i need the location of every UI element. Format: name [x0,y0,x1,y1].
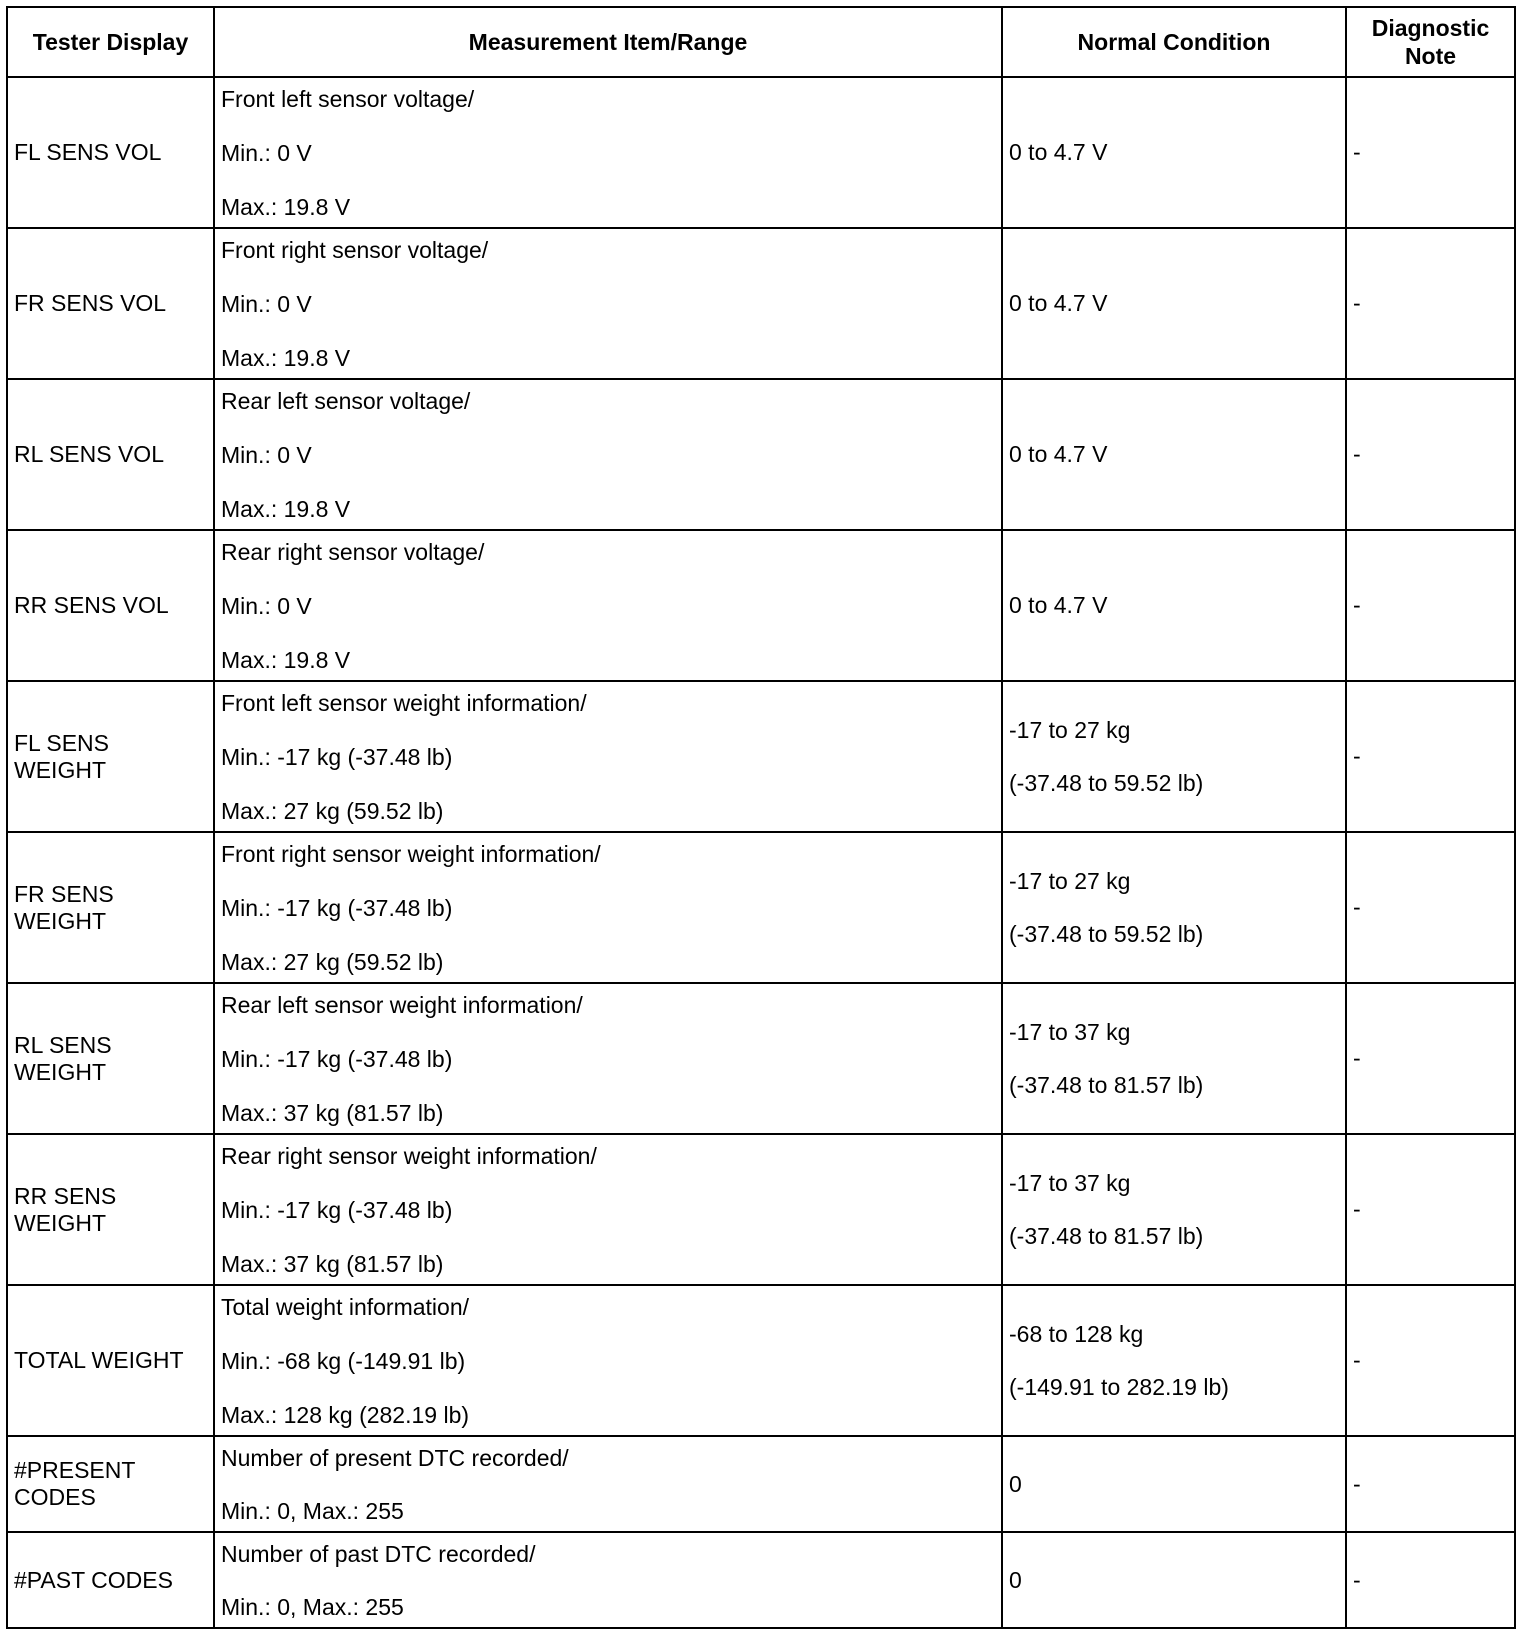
tester-display-cell: FR SENS VOL [7,228,214,379]
table-row [7,530,1515,681]
diagnostic-note-cell: - [1346,1134,1515,1285]
tester-display-cell: RL SENS VOL [7,379,214,530]
diagnostic-note-cell: - [1346,1532,1515,1628]
header-measurement-item: Measurement Item/Range [214,7,1002,77]
header-diagnostic-note: Diagnostic Note [1346,7,1515,77]
table-row [7,228,1515,379]
item-line: Min.: -17 kg (-37.48 lb) [221,895,453,921]
measurement-item-cell [214,983,1002,1134]
item-line: Max.: 19.8 V [221,496,351,522]
normal-condition-cell: 0 [1002,1436,1346,1532]
tester-display-cell: #PAST CODES [7,1532,214,1628]
diagnostic-note-cell: - [1346,1436,1515,1532]
item-line: Min.: 0 V [221,593,312,619]
item-line: Max.: 19.8 V [221,194,351,220]
item-line: Max.: 37 kg (81.57 lb) [221,1100,444,1126]
condition-line: -17 to 37 kg [1009,1169,1131,1196]
table-row [7,681,1515,832]
diagnostic-note-cell: - [1346,77,1515,228]
item-line: Min.: -68 kg (-149.91 lb) [221,1348,466,1374]
diagnostic-note-cell: - [1346,983,1515,1134]
item-line: Front left sensor weight information/ [221,690,587,716]
normal-condition-cell: 0 to 4.7 V [1002,228,1346,379]
item-line: Number of past DTC recorded/ [221,1541,536,1567]
item-line: Max.: 37 kg (81.57 lb) [221,1251,444,1277]
measurement-item-cell [214,681,1002,832]
measurement-item-cell [214,530,1002,681]
table-row [7,1285,1515,1436]
item-line: Front right sensor voltage/ [221,237,489,263]
header-tester-display: Tester Display [7,7,214,77]
item-line: Front right sensor weight information/ [221,841,601,867]
condition-line: -17 to 37 kg [1009,1018,1131,1045]
measurement-item-cell [214,1285,1002,1436]
diagnostic-note-cell: - [1346,1285,1515,1436]
table-row [7,1532,1515,1628]
measurement-item-cell [214,379,1002,530]
condition-line: -68 to 128 kg [1009,1320,1144,1347]
condition-line: (-37.48 to 59.52 lb) [1009,920,1204,947]
item-line: Min.: 0, Max.: 255 [221,1594,404,1620]
tester-display-cell: #PRESENT CODES [7,1436,214,1532]
measurement-item-cell [214,1134,1002,1285]
normal-condition-cell [1002,983,1346,1134]
tester-display-cell: RR SENS VOL [7,530,214,681]
measurement-item-cell [214,1436,1002,1532]
measurement-item-cell [214,1532,1002,1628]
diagnostic-note-cell: - [1346,530,1515,681]
header-normal-condition: Normal Condition [1002,7,1346,77]
normal-condition-cell [1002,1134,1346,1285]
diagnostic-note-cell: - [1346,228,1515,379]
measurement-item-cell [214,228,1002,379]
tester-display-cell: FL SENS VOL [7,77,214,228]
item-line: Number of present DTC recorded/ [221,1445,569,1471]
item-line: Rear right sensor voltage/ [221,539,485,565]
table-row [7,77,1515,228]
condition-line: (-37.48 to 81.57 lb) [1009,1071,1204,1098]
condition-line: -17 to 27 kg [1009,716,1131,743]
tester-display-cell: FR SENS WEIGHT [7,832,214,983]
item-line: Rear left sensor weight information/ [221,992,583,1018]
tester-display-table [6,6,1516,1629]
item-line: Min.: 0, Max.: 255 [221,1498,404,1524]
item-line: Front left sensor voltage/ [221,86,475,112]
diagnostic-note-cell: - [1346,379,1515,530]
table-row [7,379,1515,530]
diagnostic-note-cell: - [1346,681,1515,832]
item-line: Max.: 128 kg (282.19 lb) [221,1402,470,1428]
tester-display-cell: TOTAL WEIGHT [7,1285,214,1436]
condition-line: -17 to 27 kg [1009,867,1131,894]
normal-condition-cell: 0 [1002,1532,1346,1628]
item-line: Min.: -17 kg (-37.48 lb) [221,744,453,770]
item-line: Max.: 27 kg (59.52 lb) [221,949,444,975]
header-row [7,7,1515,77]
item-line: Min.: 0 V [221,140,312,166]
item-line: Max.: 27 kg (59.52 lb) [221,798,444,824]
item-line: Total weight information/ [221,1294,470,1320]
table-row [7,1134,1515,1285]
item-line: Max.: 19.8 V [221,647,351,673]
tester-display-cell: FL SENS WEIGHT [7,681,214,832]
normal-condition-cell: 0 to 4.7 V [1002,379,1346,530]
item-line: Min.: -17 kg (-37.48 lb) [221,1197,453,1223]
item-line: Min.: 0 V [221,291,312,317]
table-row [7,1436,1515,1532]
normal-condition-cell [1002,1285,1346,1436]
item-line: Rear left sensor voltage/ [221,388,471,414]
condition-line: (-37.48 to 59.52 lb) [1009,769,1204,796]
measurement-item-cell [214,77,1002,228]
item-line: Max.: 19.8 V [221,345,351,371]
item-line: Min.: 0 V [221,442,312,468]
diagnostic-note-cell: - [1346,832,1515,983]
normal-condition-cell [1002,832,1346,983]
tester-display-cell: RR SENS WEIGHT [7,1134,214,1285]
condition-line: (-37.48 to 81.57 lb) [1009,1222,1204,1249]
normal-condition-cell: 0 to 4.7 V [1002,77,1346,228]
condition-line: (-149.91 to 282.19 lb) [1009,1373,1229,1400]
table-row [7,832,1515,983]
item-line: Rear right sensor weight information/ [221,1143,597,1169]
tester-display-cell: RL SENS WEIGHT [7,983,214,1134]
normal-condition-cell: 0 to 4.7 V [1002,530,1346,681]
table-row [7,983,1515,1134]
measurement-item-cell [214,832,1002,983]
normal-condition-cell [1002,681,1346,832]
item-line: Min.: -17 kg (-37.48 lb) [221,1046,453,1072]
